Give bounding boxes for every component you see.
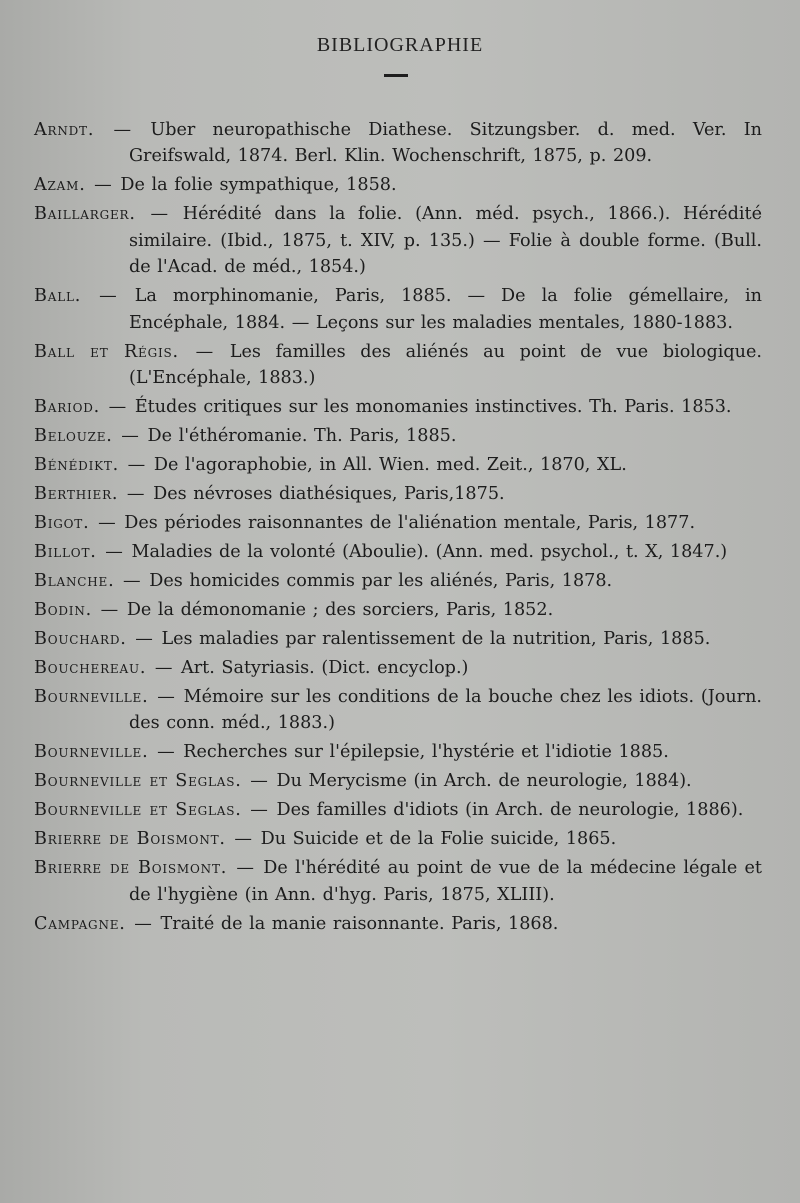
bibliography-list — [34, 117, 762, 940]
entry-author: Campagne. — [34, 913, 126, 934]
entry-author: Brierre de Boismont. — [34, 858, 228, 879]
bibliography-entry: Bouchard. — Les maladies par ralentissement de la nutrition, Paris, 1885. — [34, 629, 711, 650]
entry-text: Maladies de la volonté (Aboulie). (Ann. med. psychol., t. X, 1847.) — [131, 542, 728, 563]
entry-author: Bourneville et Seglas. — [34, 771, 242, 792]
bibliography-entry: Brierre de Boismont. — Du Suicide et de la Folie suicide, 1865. — [34, 829, 617, 850]
entry-text: De l'éthéromanie. Th. Paris, 1885. — [147, 426, 457, 447]
bibliography-entry: Bénédikt. — De l'agoraphobie, in All. Wien. med. Zeit., 1870, XL. — [34, 455, 627, 476]
bibliography-entry: Bodin. — De la démonomanie ; des sorciers, Paris, 1852. — [34, 600, 554, 621]
bibliography-entry: Arndt. — Uber neuropathische Diathese. Sitzungsber. d. med. Ver. In Greifswald, 1874. Berl. Klin. Wochenschrift, 1875, p. 209. — [34, 120, 763, 167]
entry-text: Du Suicide et de la Folie suicide, 1865. — [260, 829, 617, 850]
entry-text: De la démonomanie ; des sorciers, Paris, 1852. — [126, 600, 554, 621]
entry-author: Ball et Régis. — [34, 341, 179, 362]
entry-text: Mémoire sur les conditions de la bouche chez les idiots. (Journ. des conn. méd., 1883.) — [129, 687, 763, 734]
bibliography-entry: Baillarger. — Hérédité dans la folie. (Ann. méd. psych., 1866.). Hérédité similaire. (Ibid., 1875, t. XIV, p. 135.) — Folie à double forme. (Bull. de l'Acad. de méd., 1854.) — [34, 204, 763, 278]
entry-text: Hérédité dans la folie. (Ann. méd. psych., 1866.). Hérédité similaire. (Ibid., 1875, t. XIV, p. 135.) — Folie à double forme. (Bull. de l'Acad. de méd., 1854.) — [129, 204, 763, 278]
bibliography-entry: Bourneville et Seglas. — Des familles d'idiots (in Arch. de neurologie, 1886). — [34, 800, 744, 821]
entry-text: Recherches sur l'épilepsie, l'hystérie et l'idiotie 1885. — [183, 742, 669, 763]
entry-text: Du Merycisme (in Arch. de neurologie, 1884). — [276, 771, 692, 792]
entry-text: Uber neuropathische Diathese. Sitzungsber. d. med. Ver. In Greifswald, 1874. Berl. Klin. Wochenschrift, 1875, p. 209. — [129, 120, 763, 167]
bibliography-entry: Azam. — De la folie sympathique, 1858. — [34, 175, 397, 196]
bibliography-entry: Blanche. — Des homicides commis par les aliénés, Paris, 1878. — [34, 571, 613, 592]
entry-author: Brierre de Boismont. — [34, 829, 226, 850]
entry-author: Bouchereau. — [34, 658, 147, 679]
bibliography-entry: Bourneville. — Mémoire sur les conditions de la bouche chez les idiots. (Journ. des conn. méd., 1883.) — [34, 687, 763, 734]
entry-author: Bodin. — [34, 600, 93, 621]
entry-author: Bariod. — [34, 397, 101, 418]
bibliography-entry: Berthier. — Des névroses diathésiques, Paris,1875. — [34, 484, 505, 505]
entry-author: Billot. — [34, 542, 97, 563]
entry-author: Arndt. — [34, 120, 95, 140]
entry-text: Les maladies par ralentissement de la nutrition, Paris, 1885. — [161, 629, 711, 650]
entry-text: Les familles des aliénés au point de vue biologique. (L'Encéphale, 1883.) — [129, 341, 763, 389]
entry-text: Traité de la manie raisonnante. Paris, 1868. — [160, 913, 559, 934]
entry-text: De l'hérédité au point de vue de la médecine légale et de l'hygiène (in Ann. d'hyg. Paris, 1875, XLIII). — [129, 858, 762, 905]
entry-author: Bourneville. — [34, 687, 149, 708]
bibliography-entry: Bigot. — Des périodes raisonnantes de l'aliénation mentale, Paris, 1877. — [34, 513, 696, 534]
entry-author: Bourneville. — [34, 742, 149, 763]
entry-text: Des familles d'idiots (in Arch. de neurologie, 1886). — [276, 800, 744, 821]
entry-text: Des périodes raisonnantes de l'aliénation mentale, Paris, 1877. — [124, 513, 696, 534]
entry-author: Blanche. — [34, 571, 115, 592]
entry-author: Berthier. — [34, 484, 119, 505]
entry-text: La morphinomanie, Paris, 1885. — De la folie gémellaire, in Encéphale, 1884. — Leçons sur les maladies mentales, 1880-1883. — [129, 286, 762, 333]
bibliography-entry: Ball. — La morphinomanie, Paris, 1885. — De la folie gémellaire, in Encéphale, 1884. — Leçons sur les maladies mentales, 1880-1883. — [34, 286, 762, 333]
bibliography-entry: Bariod. — Études critiques sur les monomanies instinctives. Th. Paris. 1853. — [34, 397, 732, 418]
entry-text: Art. Satyriasis. (Dict. encyclop.) — [181, 658, 469, 679]
entry-author: Bouchard. — [34, 629, 127, 650]
bibliography-entry: Campagne. — Traité de la manie raisonnante. Paris, 1868. — [34, 913, 559, 934]
bibliography-entry: Ball et Régis. — Les familles des aliénés au point de vue biologique. (L'Encéphale, 1883.) — [34, 341, 763, 389]
bibliography-entry: Brierre de Boismont. — De l'hérédité au point de vue de la médecine légale et de l'hygiène (in Ann. d'hyg. Paris, 1875, XLIII). — [34, 858, 762, 905]
bibliography-entry: Bouchereau. — Art. Satyriasis. (Dict. encyclop.) — [34, 658, 469, 679]
entry-text: De la folie sympathique, 1858. — [120, 175, 397, 196]
entry-author: Ball. — [34, 286, 82, 307]
heading-rule — [384, 74, 408, 77]
entry-text: Études critiques sur les monomanies instinctives. Th. Paris. 1853. — [134, 397, 732, 418]
bibliography-entry: Billot. — Maladies de la volonté (Aboulie). (Ann. med. psychol., t. X, 1847.) — [34, 542, 728, 563]
entry-text: Des névroses diathésiques, Paris,1875. — [153, 484, 505, 505]
entry-text: Des homicides commis par les aliénés, Paris, 1878. — [149, 571, 613, 592]
entry-author: Belouze. — [34, 426, 113, 447]
bibliography-entry: Bourneville. — Recherches sur l'épilepsie, l'hystérie et l'idiotie 1885. — [34, 742, 669, 763]
bibliography-entry: Belouze. — De l'éthéromanie. Th. Paris, 1885. — [34, 426, 457, 447]
entry-author: Bourneville et Seglas. — [34, 800, 242, 821]
bibliography-entry: Bourneville et Seglas. — Du Merycisme (in Arch. de neurologie, 1884). — [34, 771, 692, 792]
page-heading: BIBLIOGRAPHIE — [316, 34, 484, 56]
entry-author: Bigot. — [34, 513, 90, 534]
entry-author: Azam. — [34, 175, 86, 196]
entry-author: Bénédikt. — [34, 455, 120, 476]
entry-author: Baillarger. — [34, 204, 136, 225]
entry-text: De l'agoraphobie, in All. Wien. med. Zeit., 1870, XL. — [153, 455, 627, 476]
